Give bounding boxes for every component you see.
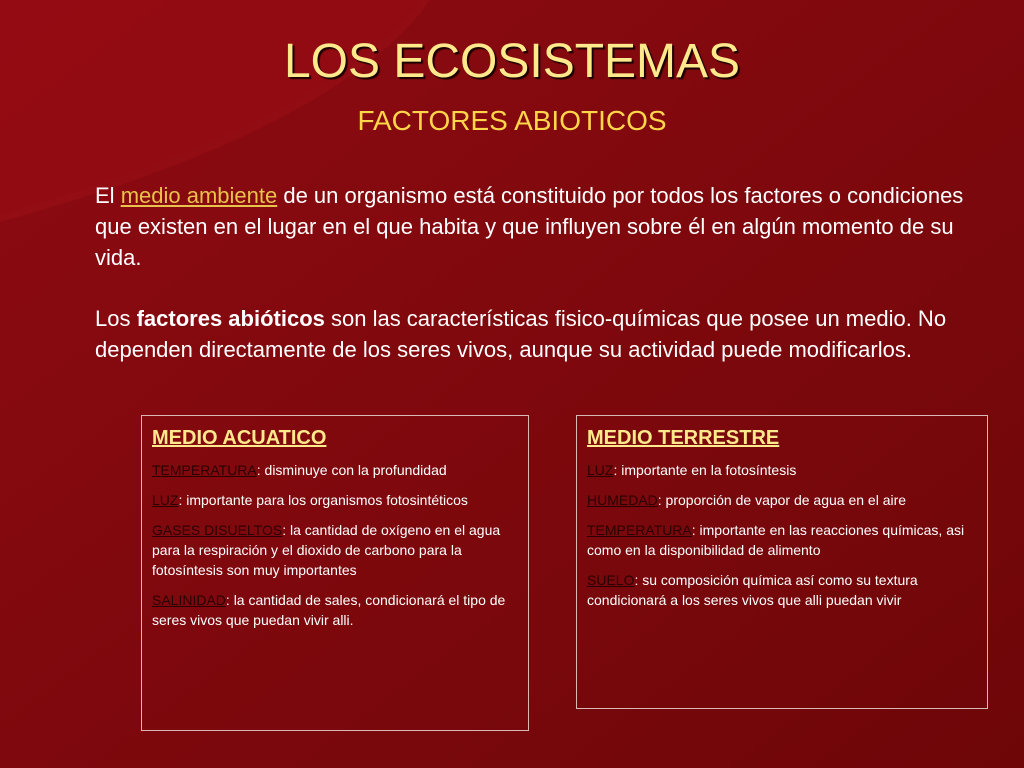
abiotic-bold-term: factores abióticos bbox=[136, 306, 325, 331]
factor-term: LUZ bbox=[152, 492, 179, 508]
factor-description: : proporción de vapor de agua en el aire bbox=[657, 492, 907, 508]
intro-paragraph bbox=[95, 180, 975, 273]
factor-term: GASES DISUELTOS bbox=[152, 522, 283, 538]
list-item bbox=[152, 490, 518, 510]
factor-term: TEMPERATURA bbox=[587, 522, 692, 538]
factor-description: : su composición química así como su textura condicionará a los seres vivos que alli puedan vivir bbox=[587, 572, 918, 608]
list-item bbox=[152, 590, 518, 630]
factor-description: : la cantidad de oxígeno en el agua para la respiración y el dioxido de carbono para la fotosíntesis son muy importantes bbox=[152, 522, 501, 578]
medio-terrestre-title: MEDIO TERRESTRE bbox=[587, 427, 780, 449]
abiotic-suffix: son las características fisico-químicas que posee un medio. No dependen directamente de los seres vivos, aunque su actividad puede modificarlos. bbox=[95, 306, 947, 362]
medio-acuatico-box bbox=[141, 415, 529, 731]
factor-description: : importante para los organismos fotosintéticos bbox=[178, 492, 468, 508]
factor-term: TEMPERATURA bbox=[152, 462, 257, 478]
factor-term: LUZ bbox=[587, 462, 614, 478]
intro-prefix: El bbox=[95, 183, 121, 208]
factor-term: SUELO bbox=[587, 572, 635, 588]
list-item bbox=[587, 520, 977, 560]
medio-acuatico-title: MEDIO ACUATICO bbox=[152, 427, 327, 449]
list-item bbox=[152, 520, 518, 580]
list-item bbox=[587, 460, 977, 480]
slide-subtitle: FACTORES ABIOTICOS bbox=[357, 105, 667, 136]
factor-term: HUMEDAD bbox=[587, 492, 658, 508]
abiotic-prefix: Los bbox=[95, 306, 137, 331]
intro-suffix: de un organismo está constituido por todos los factores o condiciones que existen en el lugar en el que habita y que influyen sobre él en algún momento de su vida. bbox=[95, 183, 964, 270]
medio-ambiente-link[interactable]: medio ambiente bbox=[120, 183, 278, 208]
medio-terrestre-box bbox=[576, 415, 988, 709]
list-item bbox=[152, 460, 518, 480]
list-item bbox=[587, 570, 977, 610]
factor-description: : disminuye con la profundidad bbox=[256, 462, 447, 478]
list-item bbox=[587, 490, 977, 510]
factor-description: : importante en las reacciones químicas, asi como en la disponibilidad de alimento bbox=[587, 522, 965, 558]
factor-description: : la cantidad de sales, condicionará el tipo de seres vivos que puedan vivir alli. bbox=[152, 592, 506, 628]
factor-description: : importante en la fotosíntesis bbox=[613, 462, 797, 478]
slide-title: LOS ECOSISTEMAS bbox=[283, 35, 741, 88]
factor-term: SALINIDAD bbox=[152, 592, 226, 608]
abiotic-paragraph bbox=[95, 303, 975, 365]
